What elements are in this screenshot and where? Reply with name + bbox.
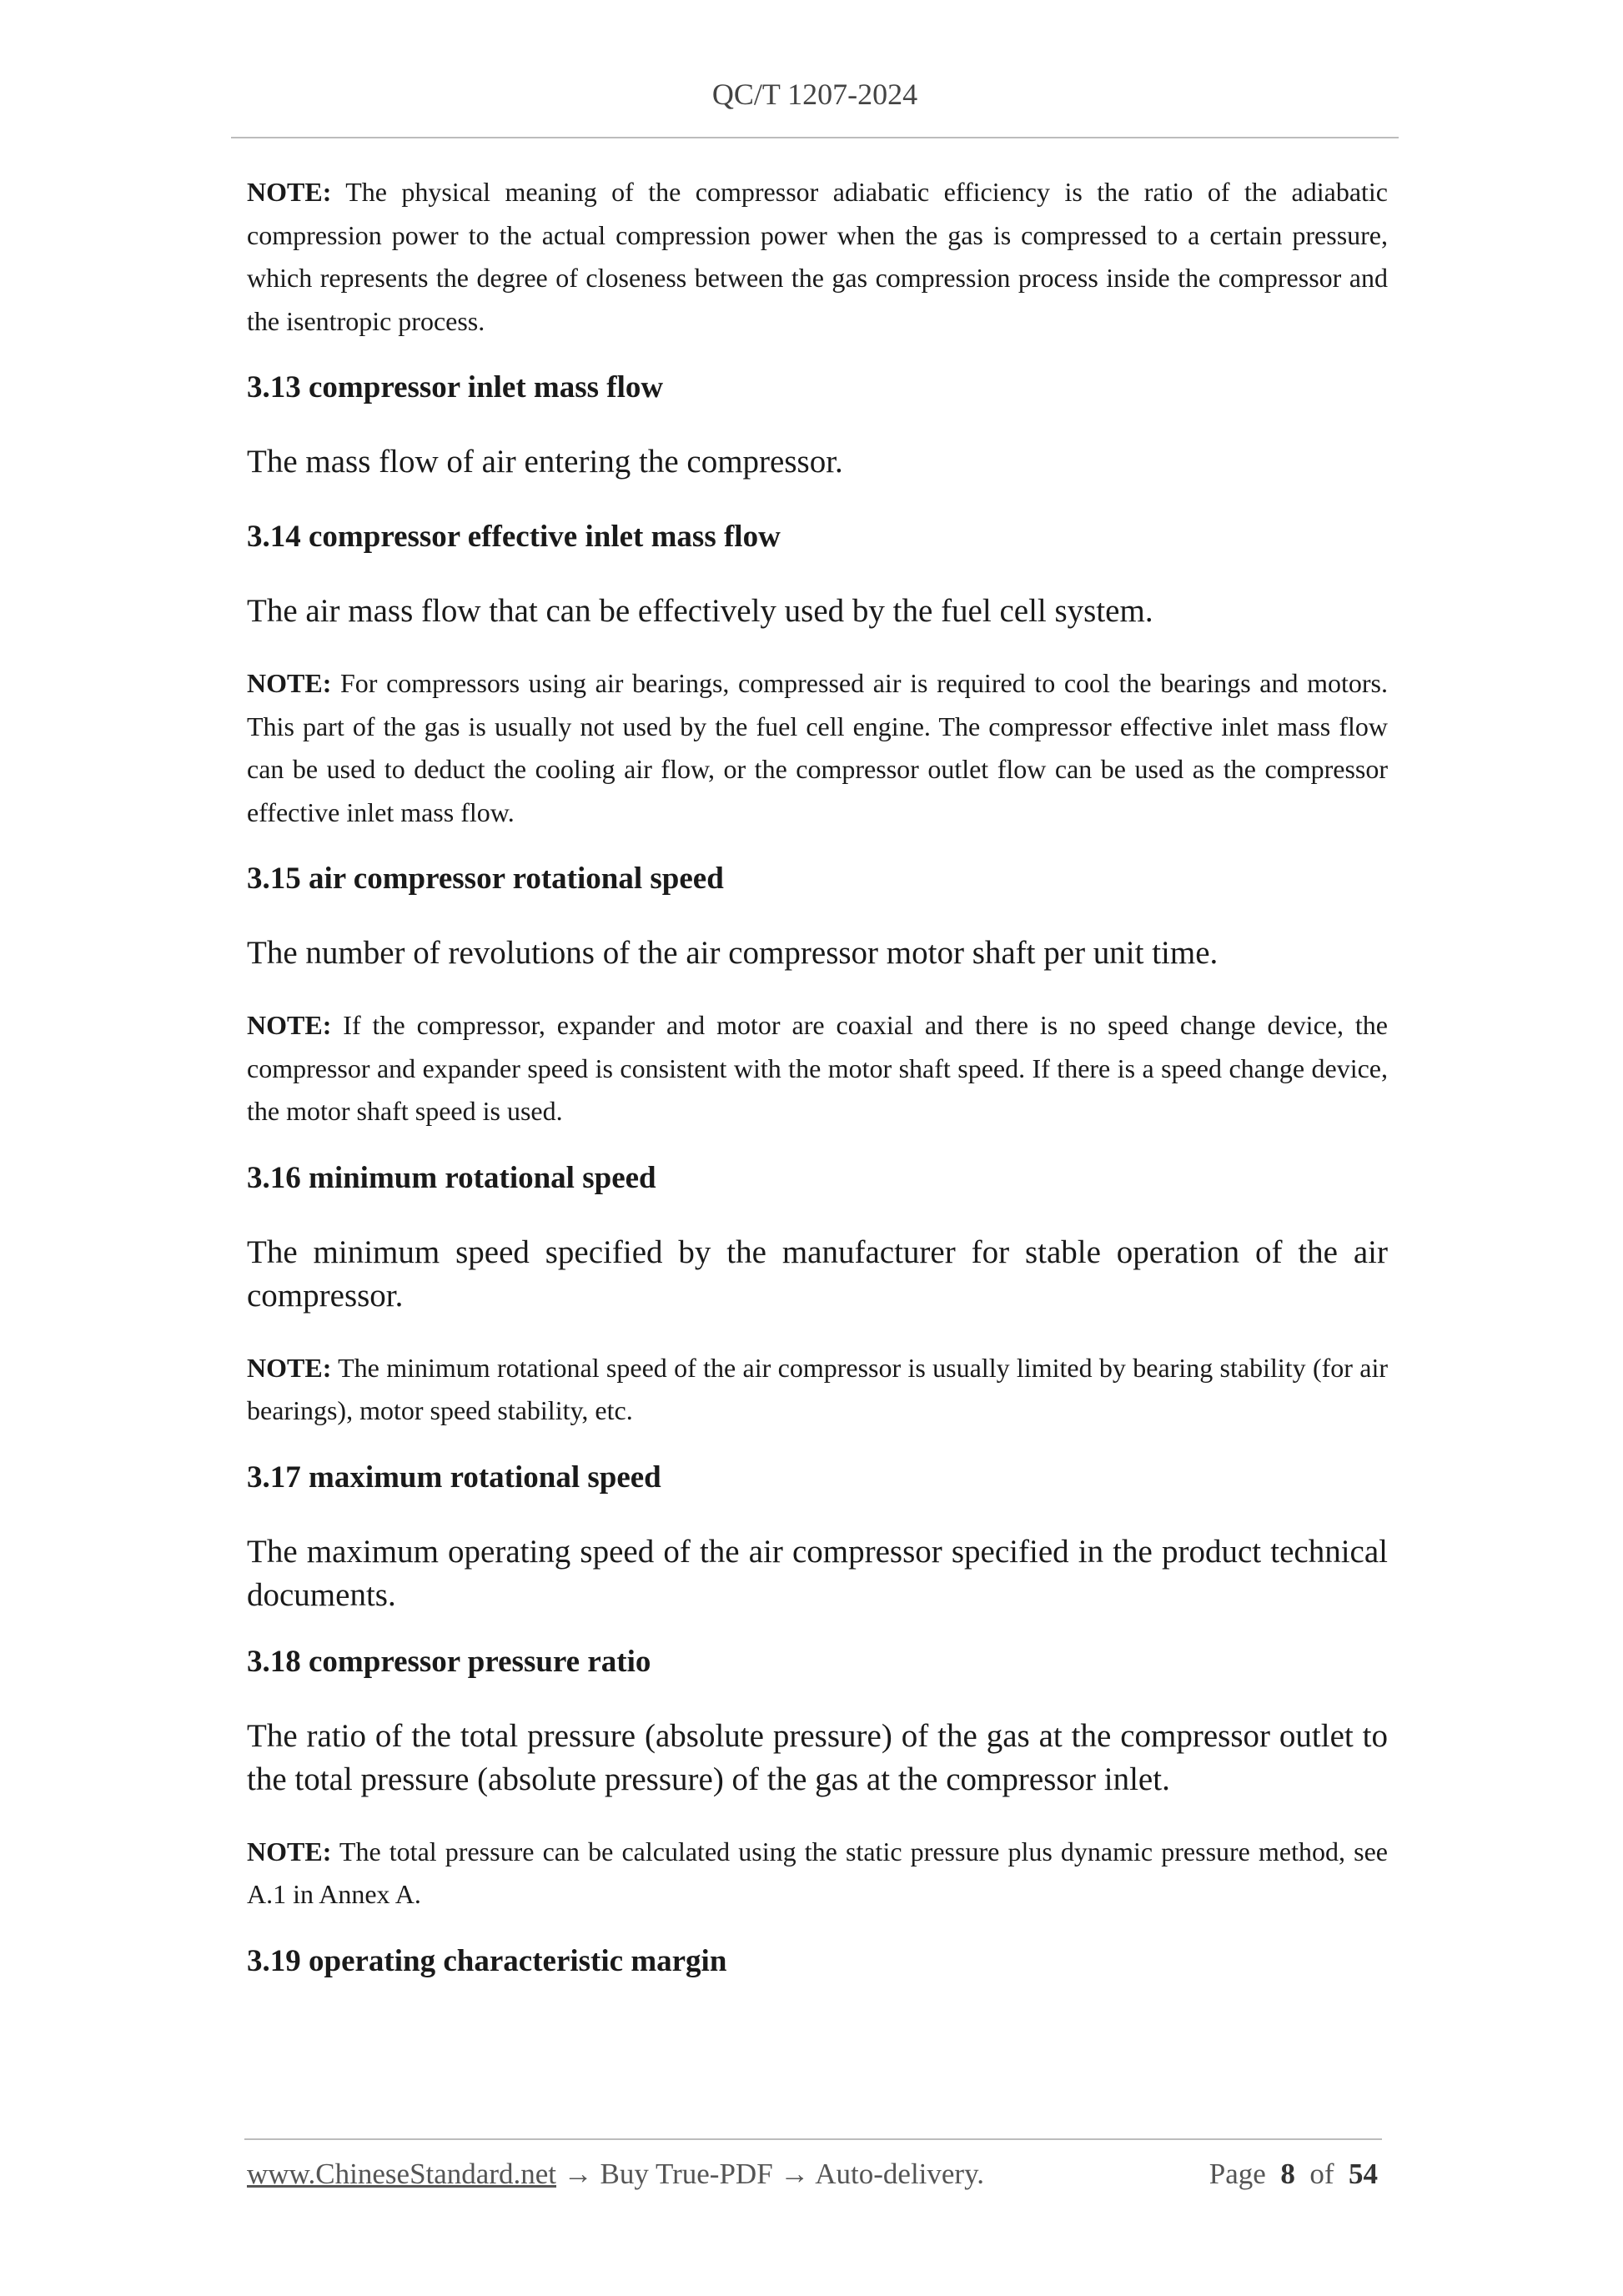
footer-promo <box>247 2158 984 2191</box>
term-definition-3-18: The ratio of the total pressure (absolute pressure) of the gas at the compressor outlet to the total pressure (absolute pressure) of the gas at the compressor inlet. <box>247 1717 1388 1797</box>
site-link[interactable]: www.ChineseStandard.net <box>247 2158 556 2190</box>
note-text: If the compressor, expander and motor are coaxial and there is no speed change device, the compressor and expander speed is consistent with the motor shaft speed. If there is a speed change device, the motor shaft speed is used. <box>247 1010 1389 1126</box>
arrow-icon: → <box>780 2158 810 2190</box>
note-label: NOTE: <box>247 1010 332 1040</box>
term-heading-3-16: 3.16 minimum rotational speed <box>247 1160 656 1195</box>
term-heading-3-15: 3.15 air compressor rotational speed <box>247 862 724 896</box>
term-heading-3-14: 3.14 compressor effective inlet mass flow <box>247 520 781 554</box>
total-pages: 54 <box>1349 2158 1378 2190</box>
document-code-header: QC/T 1207-2024 <box>711 78 918 111</box>
of-label: of <box>1309 2158 1334 2190</box>
term-heading-3-19: 3.19 operating characteristic margin <box>247 1943 727 1978</box>
arrow-icon: → <box>563 2158 593 2190</box>
document-body <box>247 171 1388 1983</box>
note-3-14 <box>247 662 1388 834</box>
term-definition-3-15: The number of revolutions of the air compressor motor shaft per unit time. <box>247 935 1219 971</box>
term-heading-3-18: 3.18 compressor pressure ratio <box>247 1644 651 1679</box>
note-label: NOTE: <box>247 1352 332 1383</box>
note-3-12 <box>247 171 1388 343</box>
note-3-15 <box>247 1004 1388 1133</box>
page-label: Page <box>1208 2158 1266 2190</box>
note-text: The total pressure can be calculated using the static pressure plus dynamic pressure method, see A.1 in Annex A. <box>247 1836 1389 1909</box>
note-3-16 <box>247 1347 1388 1433</box>
term-definition-3-14: The air mass flow that can be effectively used by the fuel cell system. <box>247 593 1153 629</box>
page-indicator <box>1209 2158 1378 2191</box>
term-heading-3-17: 3.17 maximum rotational speed <box>247 1459 661 1495</box>
note-text: For compressors using air bearings, compressed air is required to cool the bearings and motors. This part of the gas is usually not used by the fuel cell engine. The compressor effective inlet mass flow can be used to deduct the cooling air flow, or the compressor outlet flow can be used as the compressor effective inlet mass flow. <box>247 668 1389 827</box>
term-heading-3-13: 3.13 compressor inlet mass flow <box>247 370 664 404</box>
term-definition-3-13: The mass flow of air entering the compressor. <box>247 444 843 480</box>
note-3-18 <box>247 1831 1388 1917</box>
header-divider <box>231 137 1399 138</box>
note-label: NOTE: <box>247 1836 332 1866</box>
page-number: 8 <box>1280 2158 1295 2190</box>
buy-true-pdf-text: Buy True-PDF <box>600 2158 773 2190</box>
auto-delivery-text: Auto-delivery. <box>815 2158 985 2190</box>
note-text: The minimum rotational speed of the air compressor is usually limited by bearing stability (for air bearings), motor speed stability, etc. <box>247 1352 1389 1425</box>
note-label: NOTE: <box>247 177 332 207</box>
term-definition-3-16: The minimum speed specified by the manufacturer for stable operation of the air compressor. <box>247 1233 1388 1314</box>
note-text: The physical meaning of the compressor adiabatic efficiency is the ratio of the adiabatic compression power to the actual compression power when the gas is compressed to a certain pressure, which represents the degree of closeness between the gas compression process inside the compressor and the isentropic process. <box>247 177 1389 336</box>
term-definition-3-17: The maximum operating speed of the air compressor specified in the product technical documents. <box>247 1533 1388 1613</box>
footer-divider <box>244 2138 1382 2140</box>
note-label: NOTE: <box>247 668 332 698</box>
